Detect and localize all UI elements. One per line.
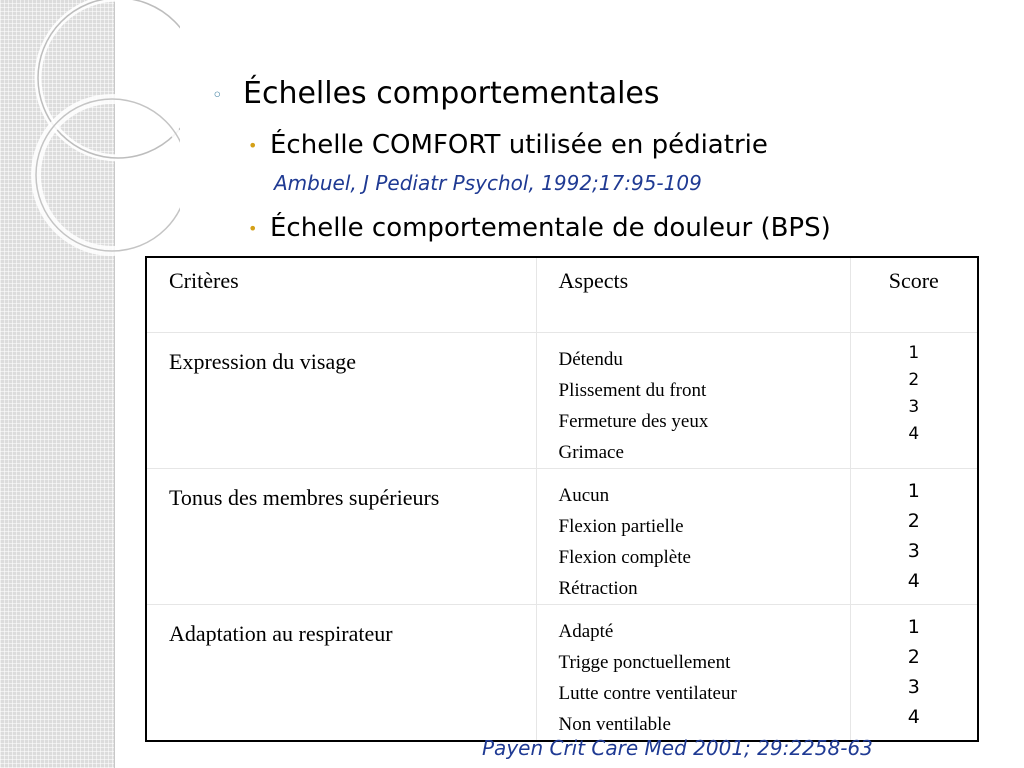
header-aspects: Aspects: [536, 257, 850, 333]
decorative-circles: [0, 0, 180, 300]
score-cell: [850, 333, 978, 469]
score-value: 4: [908, 424, 920, 444]
level2-text: Échelle COMFORT utilisée en pédiatrie: [270, 130, 768, 160]
aspects-cell: [536, 469, 850, 605]
score-value: 1: [907, 480, 920, 502]
score-cell: [850, 605, 978, 742]
score-value: 4: [907, 706, 920, 728]
score-value: 1: [907, 616, 920, 638]
circle-bullet-icon: ◦: [212, 85, 223, 106]
comfort-reference: Ambuel, J Pediatr Psychol, 1992;17:95-109: [274, 171, 702, 195]
table-header-row: [146, 257, 978, 333]
criterion-cell: Tonus des membres supérieurs: [146, 469, 536, 605]
table-row: [146, 469, 978, 605]
score-value: 2: [907, 510, 920, 532]
score-value: 2: [907, 646, 920, 668]
aspect-item: Flexion partielle: [558, 516, 684, 537]
aspect-item: Non ventilable: [558, 714, 671, 735]
level1-text: Échelles comportementales: [243, 76, 660, 111]
aspects-cell: [536, 605, 850, 742]
aspect-item: Rétraction: [558, 578, 638, 599]
aspects-cell: [536, 333, 850, 469]
criterion-cell: Expression du visage: [146, 333, 536, 469]
criterion-cell: Adaptation au respirateur: [146, 605, 536, 742]
aspect-item: Aucun: [558, 485, 610, 506]
score-value: 2: [908, 370, 920, 390]
bps-table: [145, 256, 979, 742]
aspect-item: Fermeture des yeux: [558, 411, 709, 432]
score-value: 3: [907, 676, 920, 698]
header-score: Score: [850, 257, 978, 333]
aspect-item: Plissement du front: [558, 380, 707, 401]
score-value: 1: [908, 343, 920, 363]
aspect-item: Détendu: [558, 349, 623, 370]
table-row: [146, 333, 978, 469]
score-value: 4: [907, 570, 920, 592]
table-row: [146, 605, 978, 742]
aspect-item: Adapté: [558, 621, 614, 642]
aspect-item: Trigge ponctuellement: [558, 652, 731, 673]
score-cell: [850, 469, 978, 605]
dot-bullet-icon: •: [248, 136, 258, 155]
score-value: 3: [908, 397, 920, 417]
footer-reference: Payen Crit Care Med 2001; 29:2258-63: [482, 736, 873, 760]
header-criteres: Critères: [146, 257, 536, 333]
dot-bullet-icon: •: [248, 219, 258, 238]
aspect-item: Grimace: [558, 442, 624, 463]
level2-text: Échelle comportementale de douleur (BPS): [270, 213, 831, 243]
aspect-item: Flexion complète: [558, 547, 691, 568]
aspect-item: Lutte contre ventilateur: [558, 683, 737, 704]
score-value: 3: [907, 540, 920, 562]
